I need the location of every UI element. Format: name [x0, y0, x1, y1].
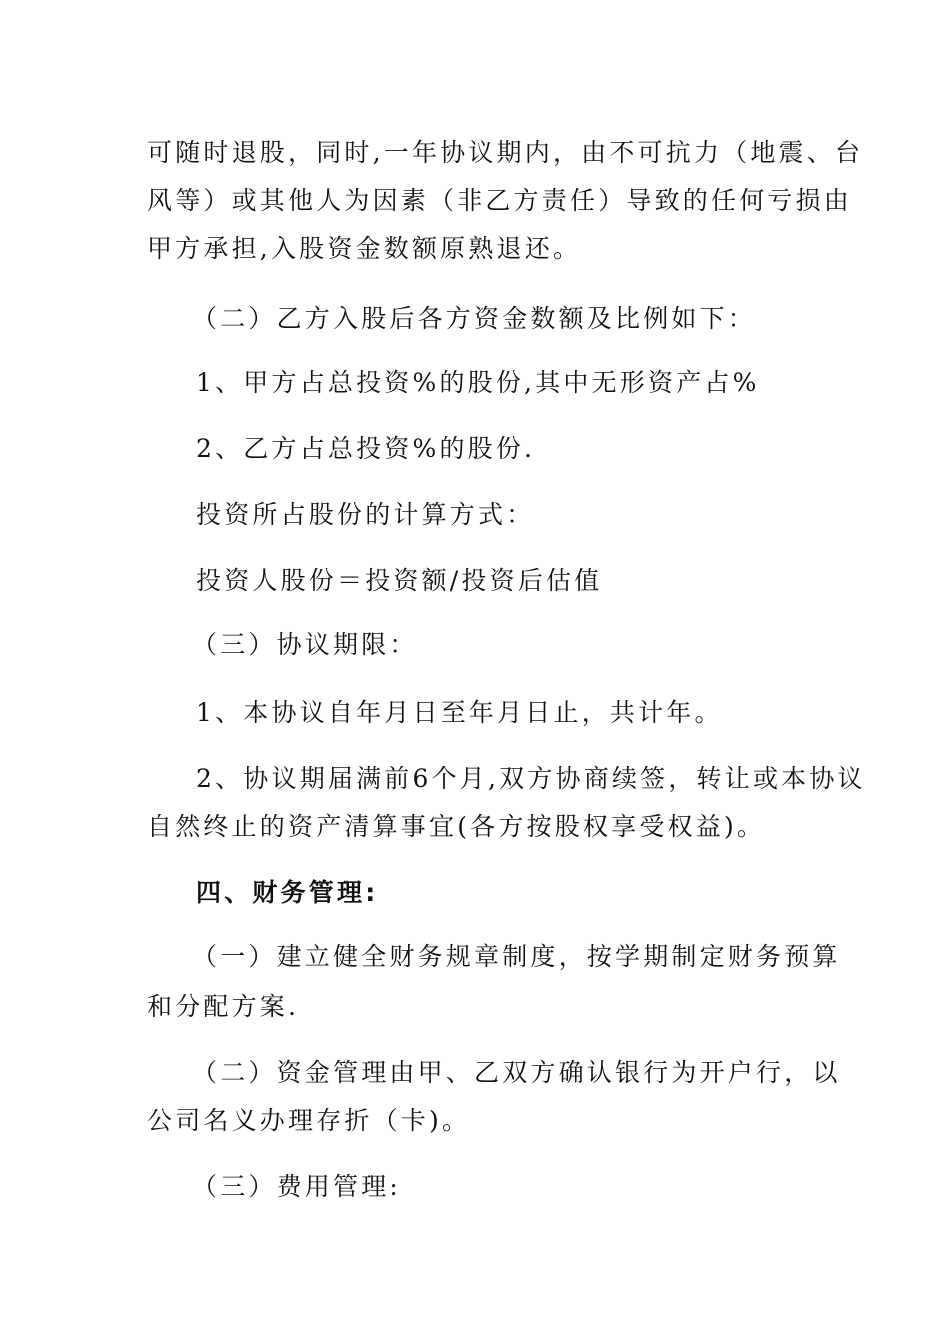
- paragraph-line: 公司名义办理存折（卡)。: [147, 1106, 471, 1135]
- paragraph-line: 自然终止的资产清算事宜(各方按股权享受权益)。: [147, 812, 766, 841]
- list-item: 2、乙方占总投资%的股份.: [196, 434, 536, 463]
- paragraph-line: 和分配方案.: [147, 992, 300, 1021]
- list-item: 1、甲方占总投资%的股份,其中无形资产占%: [196, 368, 760, 397]
- paragraph-line: 甲方承担,入股资金数额原熟退还。: [147, 234, 582, 263]
- chapter-heading: 四、财务管理:: [196, 878, 379, 907]
- list-item: 2、协议期届满前6个月,双方协商续签，转让或本协议: [196, 764, 866, 793]
- section-heading: （一）建立健全财务规章制度，按学期制定财务预算: [192, 942, 841, 971]
- list-item: 1、本协议自年月日至年月日止，共计年。: [196, 698, 723, 727]
- formula-line: 投资人股份＝投资额/投资后估值: [196, 566, 603, 595]
- section-heading: （二）资金管理由甲、乙双方确认银行为开户行，以: [192, 1058, 841, 1087]
- paragraph-line: 风等）或其他人为因素（非乙方责任）导致的任何亏损由: [147, 186, 853, 215]
- section-heading: （三）协议期限：: [192, 630, 418, 659]
- paragraph-line: 可随时退股，同时,一年协议期内，由不可抗力（地震、台: [147, 138, 864, 167]
- paragraph-line: 投资所占股份的计算方式：: [196, 500, 535, 529]
- section-heading: （三）费用管理:: [192, 1172, 402, 1201]
- section-heading: （二）乙方入股后各方资金数额及比例如下：: [192, 304, 757, 333]
